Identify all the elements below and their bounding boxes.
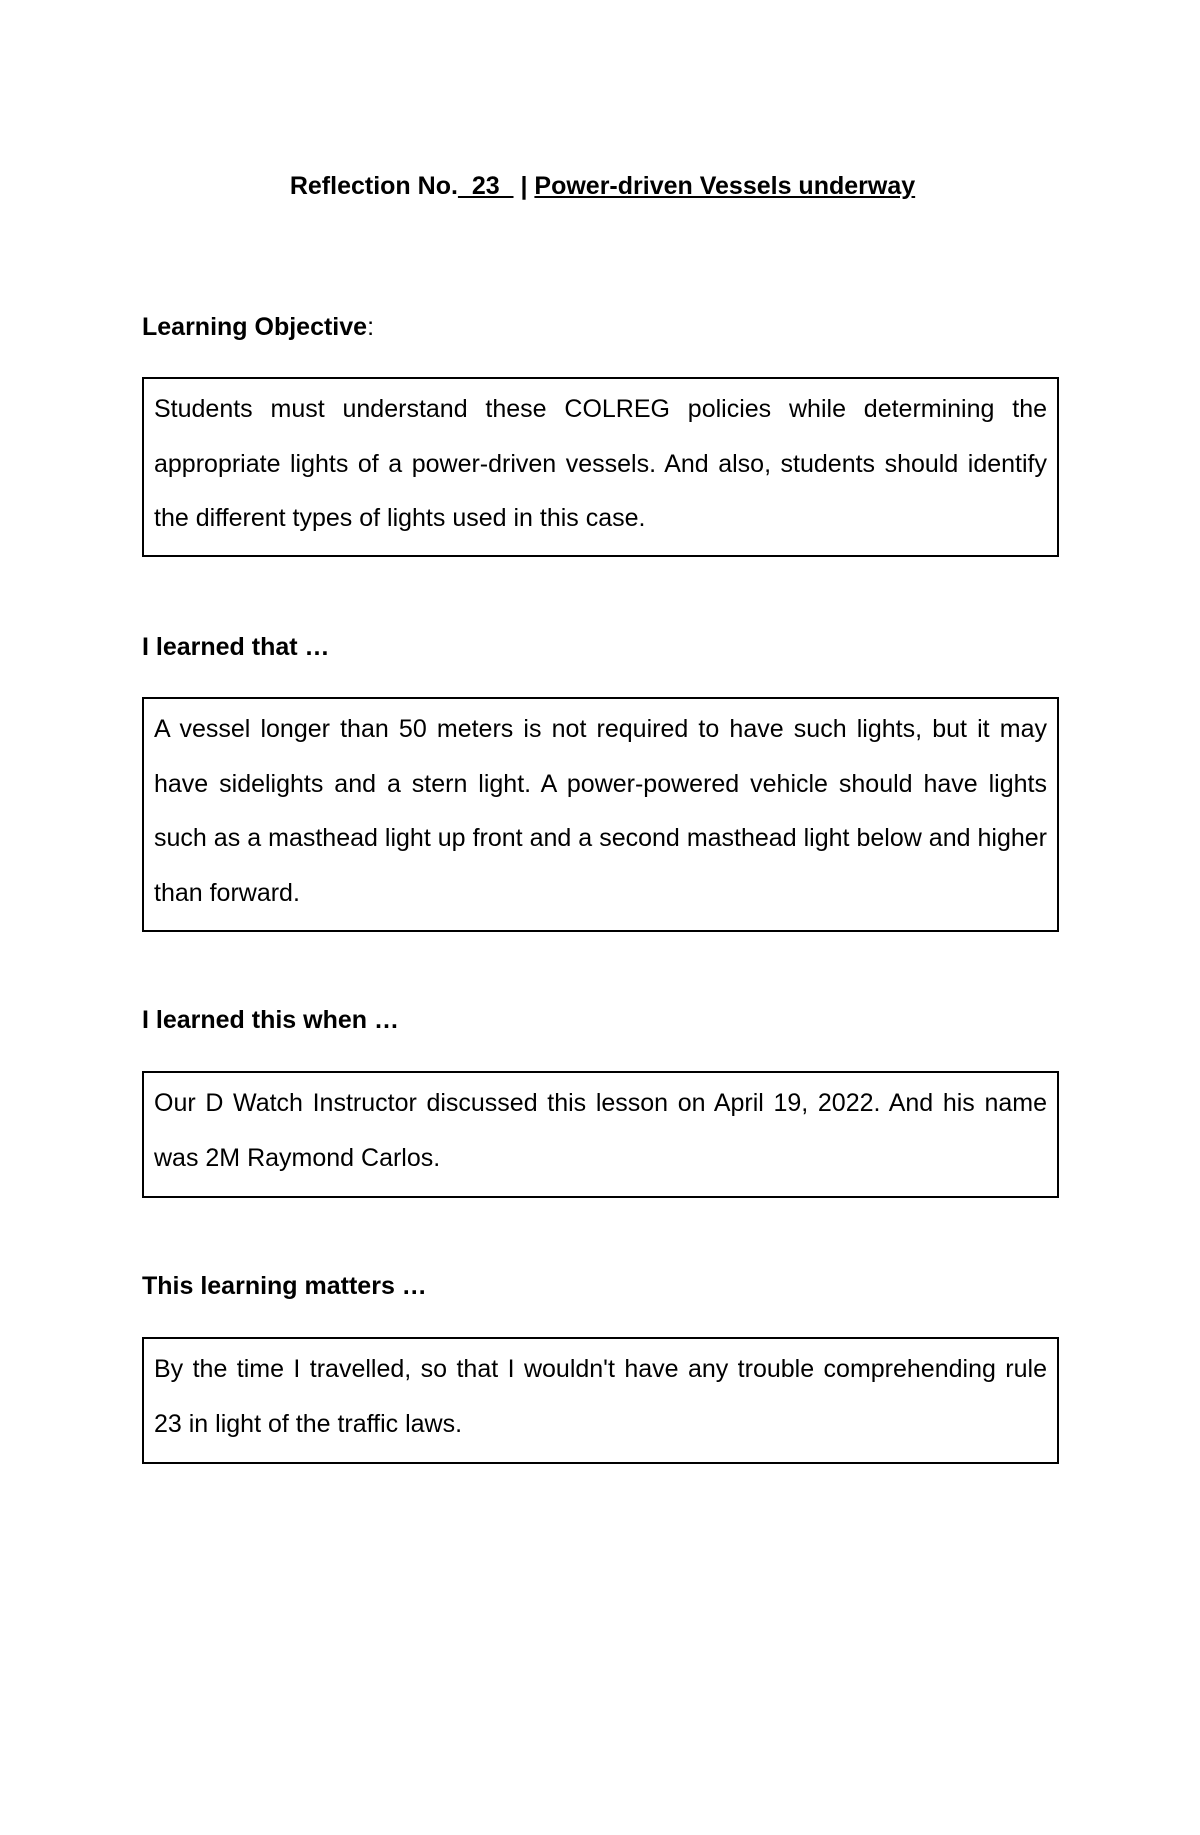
title-separator: |: [513, 172, 535, 200]
learned-that-heading: I learned that …: [142, 633, 330, 661]
learned-when-text: Our D Watch Instructor discussed this lesson on April 19, 2022. And his name was 2M Raymond Carlos.: [154, 1089, 1047, 1172]
learning-matters-box: [142, 1337, 1059, 1464]
learning-matters-text: By the time I travelled, so that I wouldn't have any trouble comprehending rule 23 in light of the traffic laws.: [154, 1355, 1047, 1438]
learned-when-box: [142, 1071, 1059, 1198]
learning-objective-label: Learning Objective: [142, 313, 368, 341]
reflection-title: [142, 170, 1063, 202]
learning-objective-text: Students must understand these COLREG policies while determining the appropriate lights of a power-driven vessels. And also, students should identify the different types of lights used in this case.: [154, 395, 1047, 532]
learning-matters-heading: This learning matters …: [142, 1272, 427, 1300]
reflection-number: 23: [457, 172, 514, 200]
learned-when-heading: I learned this when …: [142, 1006, 399, 1034]
reflection-topic: Power-driven Vessels underway: [534, 172, 916, 200]
learning-objective-box: [142, 377, 1059, 557]
learning-objective-heading: [142, 311, 374, 343]
learned-that-box: [142, 697, 1059, 932]
title-prefix: Reflection No.: [289, 172, 458, 200]
learned-that-text: A vessel longer than 50 meters is not required to have such lights, but it may have sidelights and a stern light. A power-powered vehicle should have lights such as a masthead light up front and a second masthead light below and higher than forward.: [154, 715, 1047, 907]
learning-objective-colon: :: [367, 313, 375, 341]
